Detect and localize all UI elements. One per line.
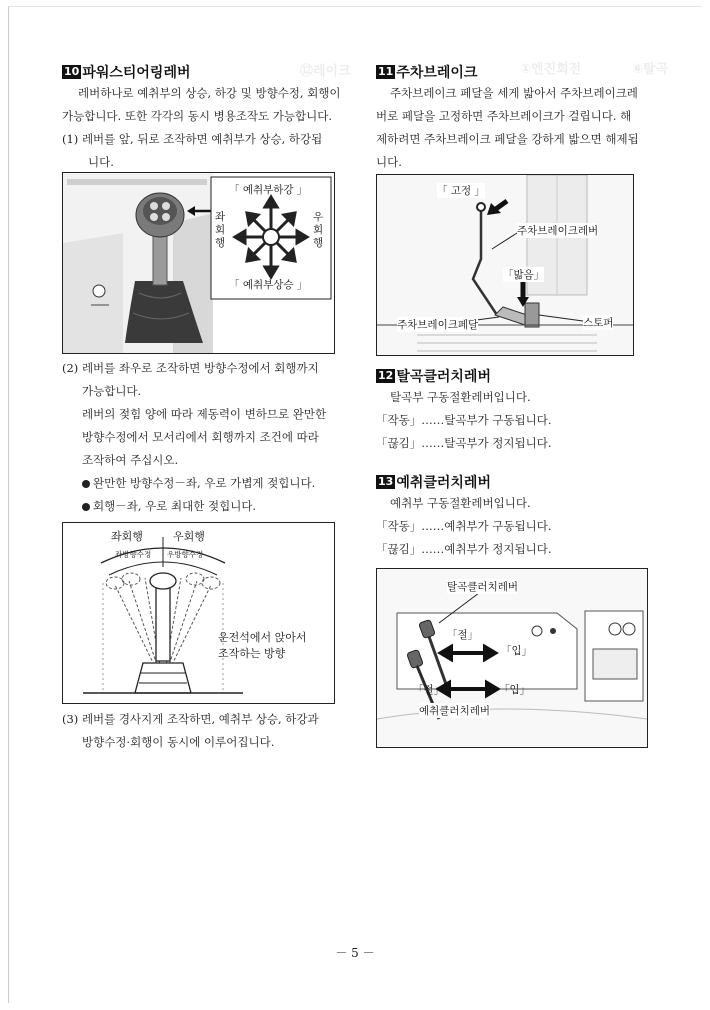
item-3-line: 방향수정·회행이 동시에 이루어집니다. xyxy=(82,735,275,749)
section-number: 13 xyxy=(378,475,394,488)
parking-brake-lever-label: 주차브레이크레버 xyxy=(517,225,599,237)
item-1-line: 니다. xyxy=(88,155,114,169)
section-title-text: 예취클러치레버 xyxy=(396,475,491,491)
section-title-text: 탈곡클러치레버 xyxy=(396,369,491,385)
operator-view-caption: 운전석에서 앉아서 xyxy=(218,631,307,644)
off-label-reaping: 「절」 xyxy=(413,684,445,696)
intro-line: 레버하나로 예취부의 상승, 하강 및 방향수정, 회행이 xyxy=(78,86,341,100)
body-line: 탈곡부 구동절환레버입니다. xyxy=(390,390,531,404)
steering-lever-figure xyxy=(62,172,335,354)
section-number: 12 xyxy=(378,369,394,382)
bleed-through-text: ①엔진회전 xyxy=(520,62,582,77)
bullet-line xyxy=(62,472,362,495)
bullet-dot xyxy=(82,503,90,511)
section-10-intro xyxy=(62,82,352,174)
intro-line: 가능합니다. 또한 각각의 동시 병용조작도 가능합니다. xyxy=(62,109,332,123)
section-number: 10 xyxy=(64,65,80,78)
item-2-line: 레버의 젖힘 양에 따라 제동력이 변하므로 완만한 xyxy=(82,407,327,421)
section-11-body xyxy=(376,82,661,174)
bullet-line xyxy=(62,495,362,518)
steering-lever-illustration xyxy=(63,173,334,353)
section-11-title xyxy=(376,62,477,82)
on-label-threshing: 「입」 xyxy=(501,645,533,657)
section-12-body xyxy=(376,386,661,455)
parking-brake-pedal-label: 주차브레이크페달 xyxy=(397,319,479,331)
body-line: 주차브레이크 페달을 세게 밟아서 주차브레이크레 xyxy=(390,86,638,100)
operator-view-caption: 조작하는 방향 xyxy=(218,647,286,660)
body-line: 제하려면 주차브레이크 페달을 강하게 밟으면 해제됩 xyxy=(376,132,639,146)
section-number: 11 xyxy=(378,65,394,78)
lower-header-label: 「 예취부하강 」 xyxy=(229,184,308,196)
left-correction-label: 좌방향수정 xyxy=(115,550,152,559)
bullet-text: 완만한 방향수정－좌, 우로 가볍게 젖힙니다. xyxy=(93,476,316,490)
left-turn-label: 좌회행 xyxy=(111,530,143,543)
body-line: 예취부 구동절환레버입니다. xyxy=(390,496,531,510)
clutch-lever-figure xyxy=(376,568,648,748)
section-12-title xyxy=(376,366,491,386)
item-1-line: (1) 레버를 앞, 뒤로 조작하면 예취부가 상승, 하강됩 xyxy=(62,132,323,146)
on-label-reaping: 「입」 xyxy=(499,684,531,696)
body-line: 니다. xyxy=(376,155,402,169)
bullet-dot xyxy=(82,480,90,488)
item-2-line: 가능합니다. xyxy=(82,384,142,398)
section-10-item-3 xyxy=(62,708,362,754)
body-line: 「작동」……탈곡부가 구동됩니다. xyxy=(376,413,552,427)
right-correction-label: 우방향수정 xyxy=(167,550,204,559)
section-title-text: 파워스티어링레버 xyxy=(82,65,191,81)
section-10-title xyxy=(62,62,191,82)
fix-label: 「 고정 」 xyxy=(437,185,485,197)
left-turn-label: 좌회행 xyxy=(215,211,226,249)
section-13-body xyxy=(376,492,661,561)
right-turn-label: 우회행 xyxy=(173,530,205,543)
off-label-threshing: 「절」 xyxy=(447,629,479,641)
parking-brake-figure xyxy=(376,174,634,356)
body-line: 버로 페달을 고정하면 주차브레이크가 걸립니다. 해 xyxy=(376,109,632,123)
threshing-clutch-lever-label: 탈곡클러치레버 xyxy=(447,581,519,593)
bullet-text: 회행－좌, 우로 최대한 젖힙니다. xyxy=(93,499,257,513)
section-10-item-2 xyxy=(62,357,362,518)
section-title-text: 주차브레이크 xyxy=(396,65,478,81)
right-turn-label: 우회행 xyxy=(313,211,324,249)
body-line: 「작동」……예취부가 구동됩니다. xyxy=(376,519,552,533)
bleed-through-text: ⑫레이크 xyxy=(300,64,351,79)
step-label: 「밟음」 xyxy=(503,269,545,281)
item-2-line: 조작하여 주십시오. xyxy=(82,453,179,467)
item-3-line: (3) 레버를 경사지게 조작하면, 예취부 상승, 하강과 xyxy=(62,712,319,726)
section-13-title xyxy=(376,472,491,492)
body-line: 「끊김」……예취부가 정지됩니다. xyxy=(376,542,552,556)
page-number: － 5 － xyxy=(335,946,375,960)
raise-header-label: 「 예취부상승 」 xyxy=(229,279,308,291)
bleed-through-text: ⑥탈곡 xyxy=(632,62,669,77)
lever-sweep-figure xyxy=(62,522,335,704)
reaping-clutch-lever-label: 예취클러치레버 xyxy=(419,705,491,717)
body-line: 「끊김」……탈곡부가 정지됩니다. xyxy=(376,436,552,450)
item-2-line: 방향수정에서 모서리에서 회행까지 조건에 따라 xyxy=(82,430,319,444)
clutch-lever-illustration xyxy=(377,569,647,747)
item-2-line: (2) 레버를 좌우로 조작하면 방향수정에서 회행까지 xyxy=(62,361,319,375)
stopper-label: 스토퍼 xyxy=(583,317,614,329)
